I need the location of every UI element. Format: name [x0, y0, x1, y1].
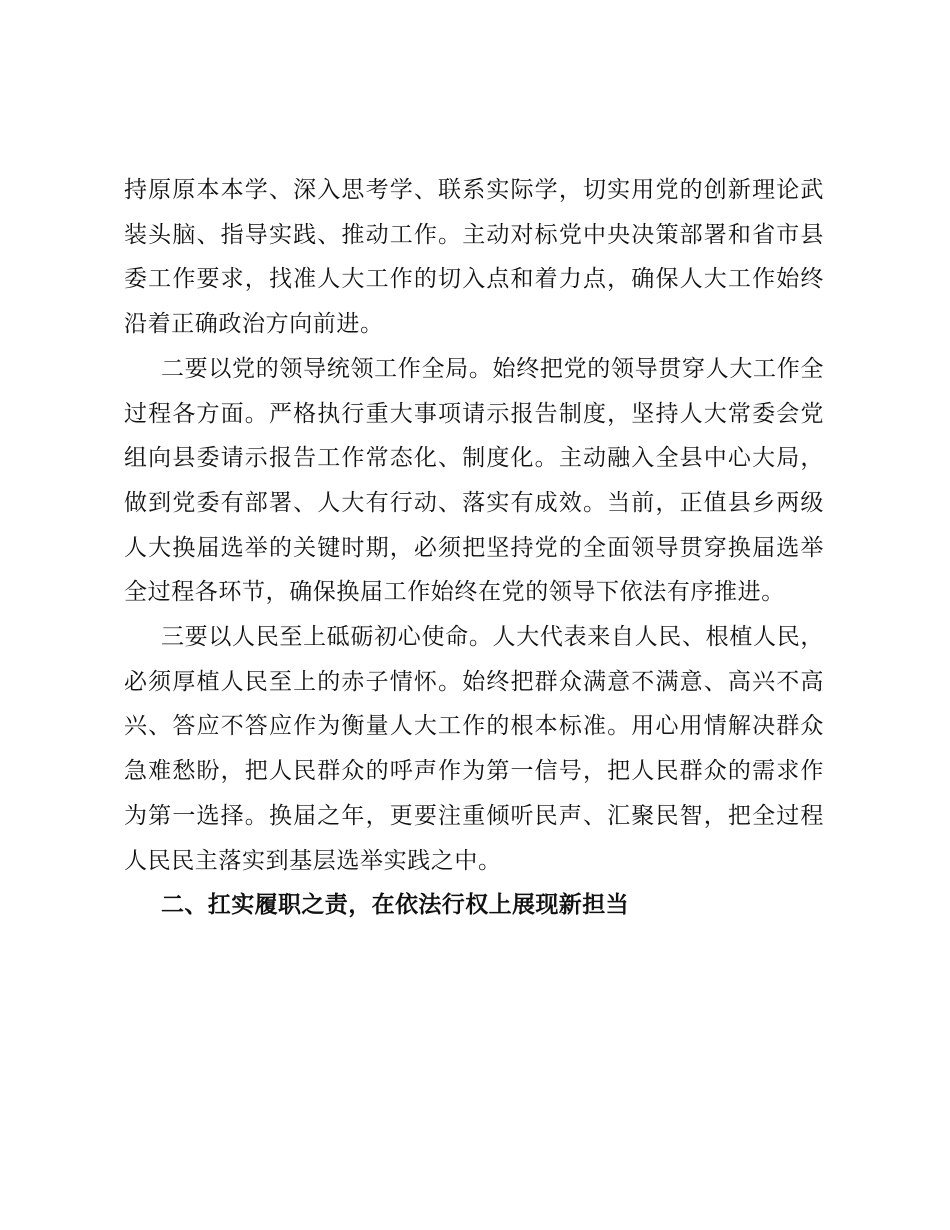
paragraph-continuation: 持原原本本学、深入思考学、联系实际学，切实用党的创新理论武装头脑、指导实践、推动工作。主动对标党中央决策部署和省市县委工作要求，找准人大工作的切入点和着力点，确保人大工作始终沿着正确政治方向前进。 [124, 177, 824, 338]
paragraph-people-first: 三要以人民至上砥砺初心使命。人大代表来自人民、根植人民，必须厚植人民至上的赤子情怀。始终把群众满意不满意、高兴不高兴、答应不答应作为衡量人大工作的根本标准。用心用情解决群众急难愁盼，把人民群众的呼声作为第一信号，把人民群众的需求作为第一选择。换届之年，更要注重倾听民声、汇聚民智，把全过程人民民主落实到基层选举实践之中。 [124, 624, 824, 874]
section-heading: 二、扛实履职之责，在依法行权上展现新担当 [161, 892, 629, 919]
paragraph-party-leadership: 二要以党的领导统领工作全局。始终把党的领导贯穿人大工作全过程各方面。严格执行重大事项请示报告制度，坚持人大常委会党组向县委请示报告工作常态化、制度化。主动融入全县中心大局，做到党委有部署、人大有行动、落实有成效。当前，正值县乡两级人大换届选举的关键时期，必须把坚持党的全面领导贯穿换届选举全过程各环节，确保换届工作始终在党的领导下依法有序推进。 [124, 355, 824, 606]
document-body [124, 168, 824, 928]
